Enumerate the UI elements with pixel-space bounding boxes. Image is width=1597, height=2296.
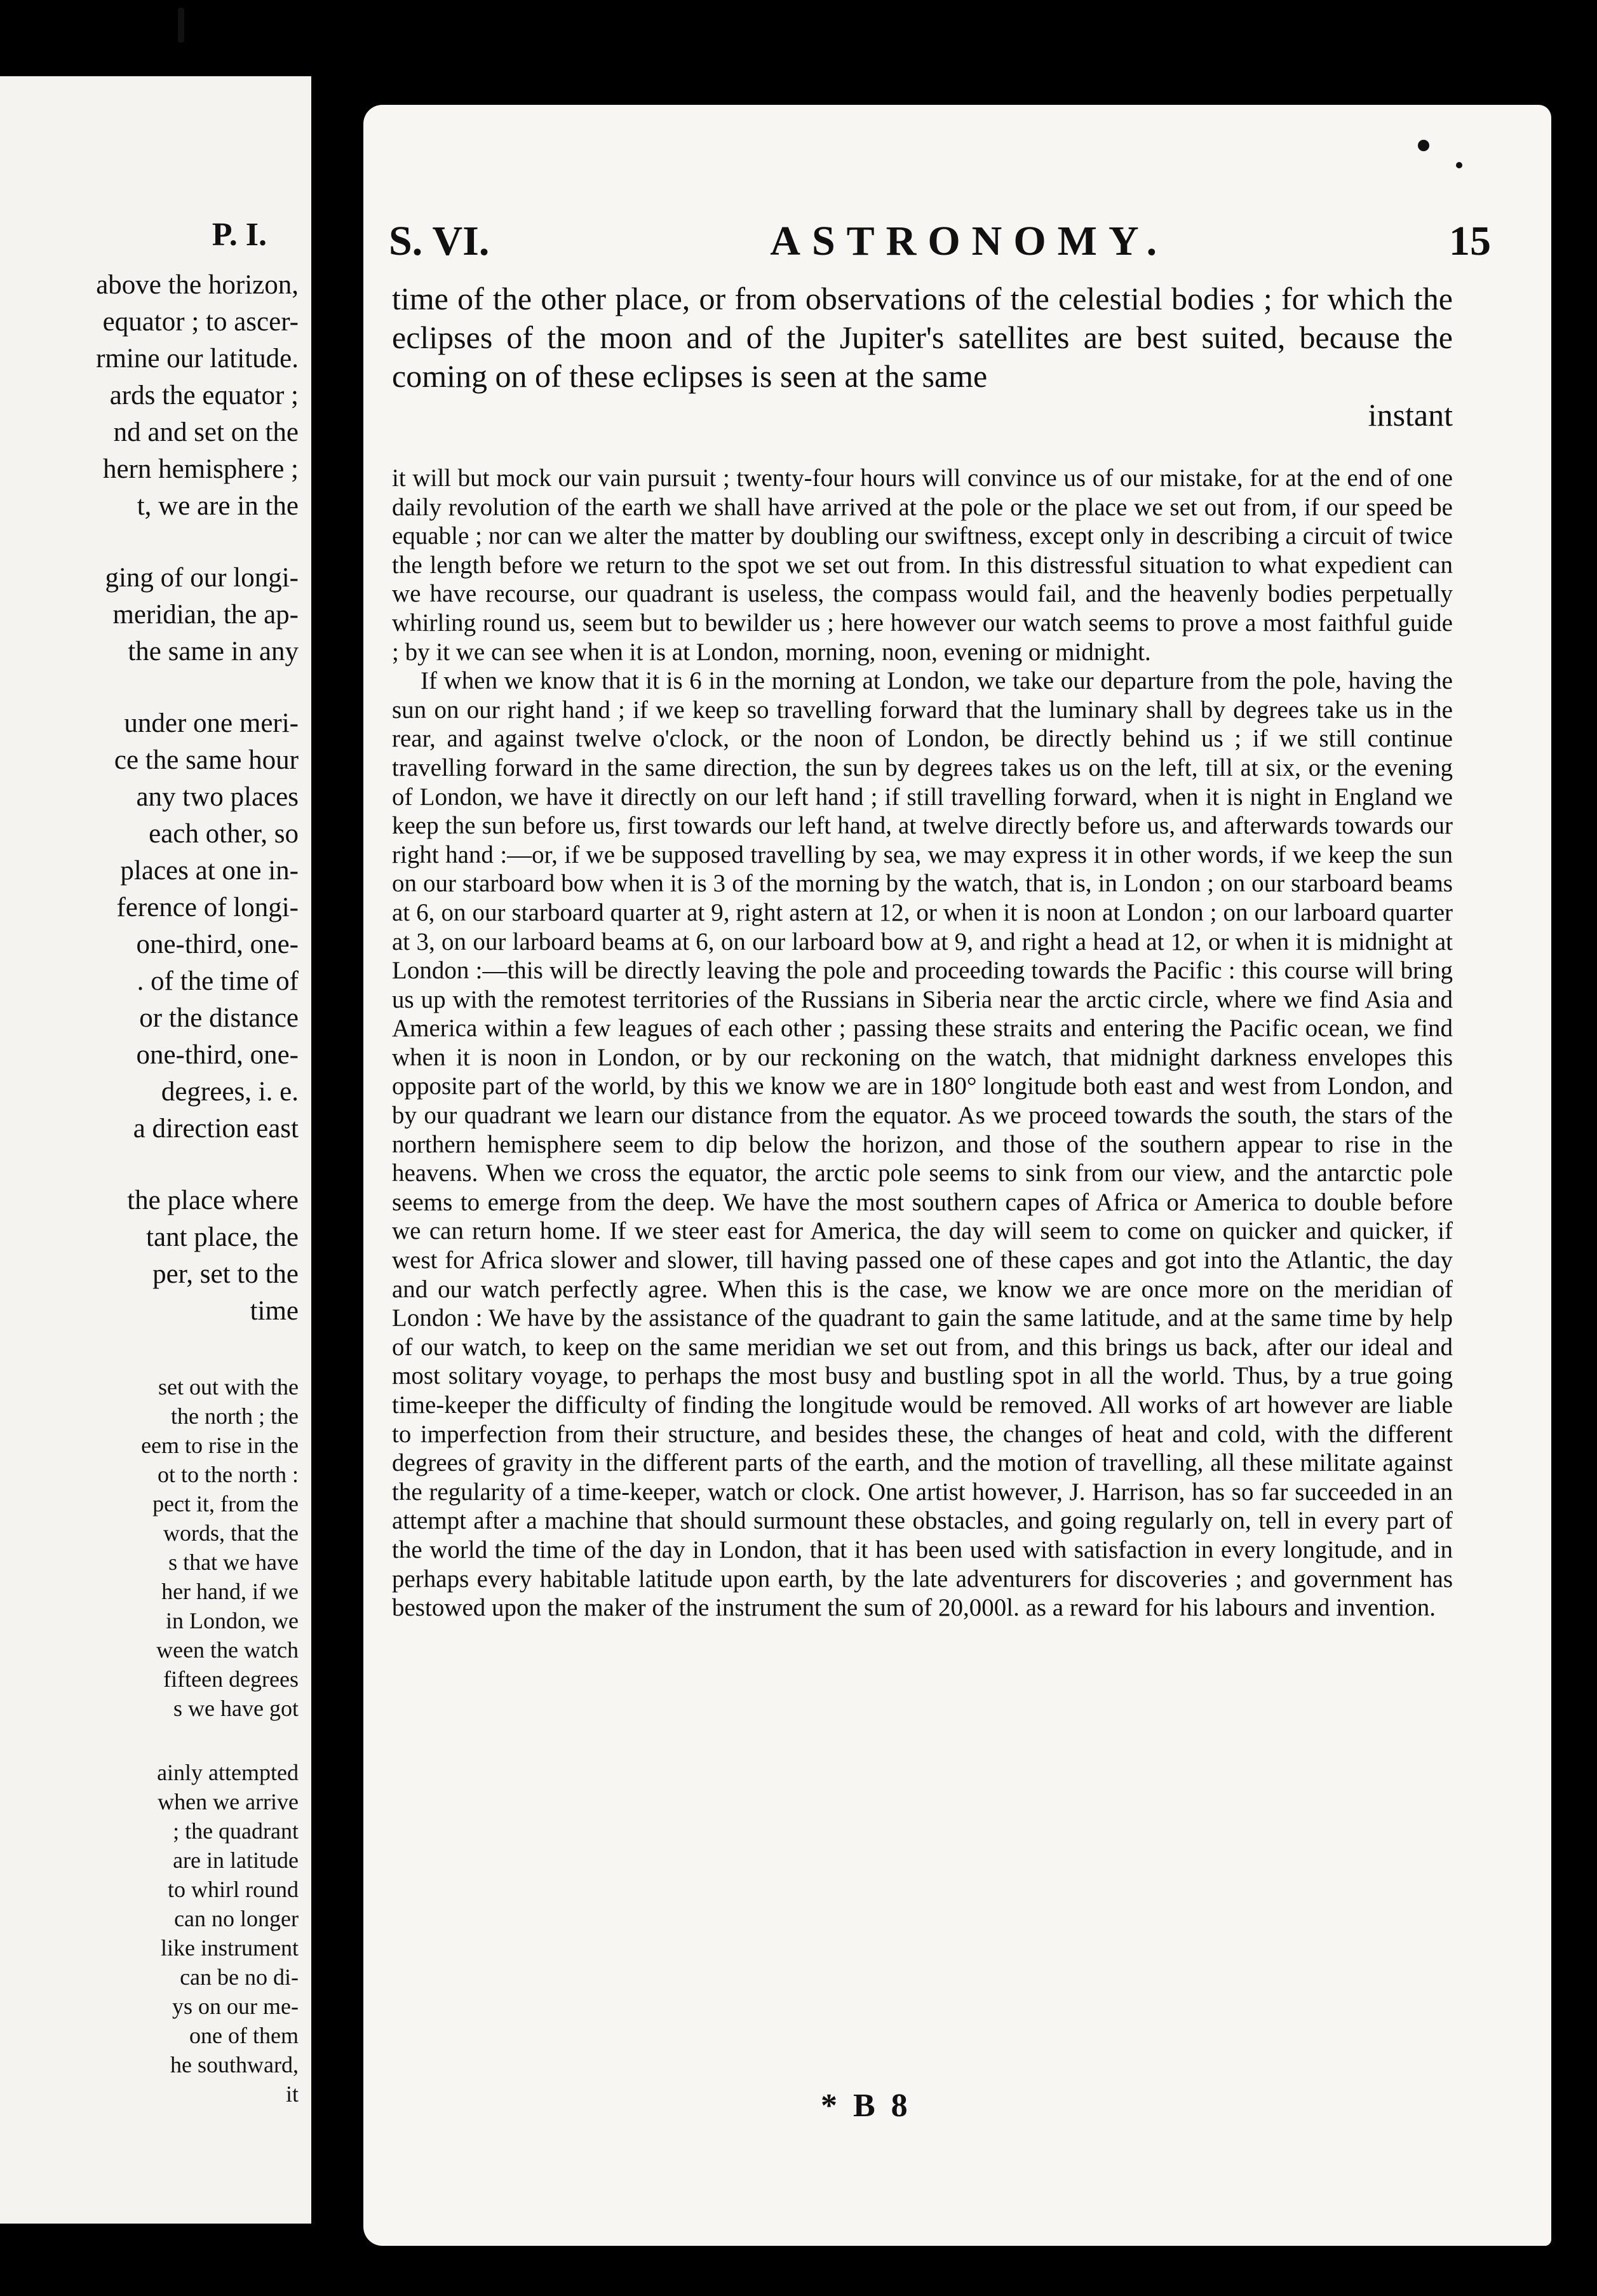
facing-page-line <box>6 1723 299 1758</box>
facing-page-line: the north ; the <box>171 1403 299 1429</box>
facing-page-line <box>6 525 299 560</box>
facing-page-line: equator ; to ascer- <box>102 307 299 337</box>
facing-page-line: one-third, one- <box>136 1040 299 1070</box>
facing-page-line: ; the quadrant <box>173 1818 299 1844</box>
facing-page-line: when we arrive <box>158 1789 299 1814</box>
facing-page-line <box>6 1147 299 1182</box>
paragraph-2: If when we know that it is 6 in the morning at London, we take our departure from the pole, having the sun on our right hand ; if we keep so travelling forward that the luminary shall by degrees take us in the rear, and against twelve o'clock, or the noon of London, be directly behind us ; if we still continue travelling forward in the same direction, the sun by degrees takes us on the left, till at six, or the evening of London, we have it directly on our left hand ; if still travelling forward, when it is night in England we keep the sun before us, first towards our left hand, at twelve directly before us, and afterwards towards our right hand :—or, if we be supposed travelling by sea, we may express it in other words, if we keep the sun on our starboard bow when it is 3 of the morning by the watch, that is, in London ; on our starboard beams at 6, on our starboard quarter at 9, right astern at 12, or when it is noon at London ; on our larboard quarter at 3, on our larboard beams at 6, on our larboard bow at 9, and right a head at 12, or when it is midnight at London :—this will be directly leaving the pole and proceeding towards the Pacific : this course will bring us up with the remotest territories of the Russians in Siberia near the arctic circle, where we find Asia and America within a few leagues of each other ; passing these straits and entering the Pacific ocean, we find when it is noon in London, or by our reckoning on the watch, that midnight darkness envelopes this opposite part of the world, by this we know we are in 180° longitude both east and west from London, and by our quadrant we learn our distance from the equator. As we proceed towards the south, the stars of the northern hemisphere seem to dip below the horizon, and those of the southern appear to rise in the heavens. When we cross the equator, the arctic pole seems to sink from our view, and the antarctic pole seems to emerge from the deep. We have the most southern capes of Africa or America to double before we can return home. If we steer east for America, the day will seem to come on quicker and quicker, if west for Africa slower and slower, till having passed one of these capes and got into the Atlantic, the day and our watch perfectly agree. When this is the case, we know we are once more on the meridian of London : We have by the assistance of the quadrant to gain the same latitude, and at the same time by help of our watch, to keep on the same meridian we set out from, and this brings us back, after our ideal and most solitary voyage, to perhaps the most busy and bustling spot in all the world. Thus, by a true going time-keeper the difficulty of finding the longitude would be removed. All works of art however are liable to imperfection from their structure, and besides these, the changes of heat and cold, with the different degrees of gravity in the different parts of the earth, and the motion of travelling, all these militate against the regularity of a time-keeper, watch or clock. One artist however, J. Harrison, has so far succeeded in an attempt after a machine that should surmount these obstacles, and going regularly on, tell in every part of the world the time of the day in London, that it has been used with satisfaction in every longitude, and in perhaps every habitable latitude upon earth, by the late adventurers for discoveries ; and government has bestowed upon the maker of the instrument the sum of 20,000l. as a reward for his labours and invention. <box>392 667 1453 1622</box>
facing-page-upper-lines <box>6 267 299 1330</box>
facing-page-line: to whirl round <box>168 1877 299 1902</box>
facing-page-line: s that we have <box>168 1550 299 1575</box>
facing-page-line: time <box>250 1296 299 1326</box>
facing-page-line: under one meri- <box>124 708 299 738</box>
book-page <box>363 105 1551 2246</box>
facing-page-line: above the horizon, <box>96 270 299 300</box>
facing-page-line: one of them <box>189 2023 299 2048</box>
facing-page-line: ween the watch <box>156 1637 299 1663</box>
facing-page-line: degrees, i. e. <box>161 1077 299 1107</box>
facing-page-running-head: P. I. <box>212 217 267 253</box>
running-header <box>389 213 1491 270</box>
large-type-text: time of the other place, or from observations of the celestial bodies ; for which the eclipses of the moon and of the Jupiter's satellites are best suited, because the coming on of these eclipses is seen at the same <box>392 281 1453 394</box>
scan-artifact <box>178 8 184 43</box>
facing-page-line: hern hemisphere ; <box>102 454 299 484</box>
facing-page-line: ce the same hour <box>114 745 299 775</box>
facing-page-line: can no longer <box>174 1906 299 1931</box>
facing-page-line: the place where <box>127 1185 299 1215</box>
facing-page-line: t, we are in the <box>137 491 299 521</box>
catchword: instant <box>1368 397 1453 433</box>
facing-page-line: one-third, one- <box>136 929 299 959</box>
facing-page-line: pect it, from the <box>152 1491 299 1516</box>
facing-page-fragment <box>0 76 311 2224</box>
facing-page-line: set out with the <box>158 1374 299 1400</box>
facing-page-line <box>6 670 299 705</box>
facing-page-line: ainly attempted <box>157 1760 299 1785</box>
facing-page-line: ards the equator ; <box>109 381 299 410</box>
facing-page-line: per, set to the <box>152 1259 299 1289</box>
facing-page-line: . of the time of <box>137 966 299 996</box>
running-title: ASTRONOMY. <box>770 218 1169 264</box>
signature-mark: * B 8 <box>821 2088 912 2124</box>
large-type-passage <box>392 280 1453 435</box>
body-text <box>392 464 1453 1623</box>
ink-speck <box>1456 162 1462 168</box>
section-number: S. VI. <box>389 218 490 264</box>
facing-page-line: words, that the <box>163 1520 299 1546</box>
facing-page-line: tant place, the <box>146 1222 299 1252</box>
page-number: 15 <box>1448 218 1491 264</box>
facing-page-line: fifteen degrees <box>163 1666 299 1692</box>
facing-page-line: it <box>285 2081 299 2107</box>
facing-page-line: her hand, if we <box>161 1579 299 1604</box>
facing-page-line: are in latitude <box>173 1847 299 1873</box>
facing-page-line: in London, we <box>166 1608 299 1633</box>
facing-page-line: meridian, the ap- <box>112 600 299 630</box>
facing-page-line: ging of our longi- <box>105 563 299 593</box>
facing-page-line: nd and set on the <box>113 417 299 447</box>
ink-speck <box>1418 140 1429 151</box>
facing-page-line: each other, so <box>149 819 299 849</box>
facing-page-line: the same in any <box>128 637 299 666</box>
facing-page-line: ys on our me- <box>172 1994 299 2019</box>
facing-page-line: eem to rise in the <box>141 1433 299 1458</box>
paragraph-1: it will but mock our vain pursuit ; twenty-four hours will convince us of our mistake, for at the end of one daily revolution of the earth we shall have arrived at the pole or the place we set out from, if our speed be equable ; nor can we alter the matter by doubling our swiftness, except only in describing a circuit of twice the length before we return to the spot we set out from. In this distressful situation to what expedient can we have recourse, our quadrant is useless, the compass would fail, and the heavenly bodies perpetually whirling round us, seem but to bewilder us ; here however our watch seems to prove a most faithful guide ; by it we can see when it is at London, morning, noon, evening or midnight. <box>392 464 1453 666</box>
facing-page-line: places at one in- <box>120 856 299 886</box>
facing-page-line: a direction east <box>133 1114 299 1144</box>
facing-page-line: rmine our latitude. <box>96 344 299 374</box>
facing-page-line: ference of longi- <box>116 893 299 922</box>
facing-page-line: any two places <box>136 782 299 812</box>
facing-page-line: he southward, <box>170 2052 299 2077</box>
facing-page-lower-lines <box>6 1372 299 2109</box>
facing-page-line: can be no di- <box>180 1964 299 1990</box>
facing-page-line: like instrument <box>161 1935 299 1961</box>
facing-page-line: s we have got <box>173 1696 299 1721</box>
facing-page-line: ot to the north : <box>158 1462 299 1487</box>
facing-page-line: or the distance <box>139 1003 299 1033</box>
